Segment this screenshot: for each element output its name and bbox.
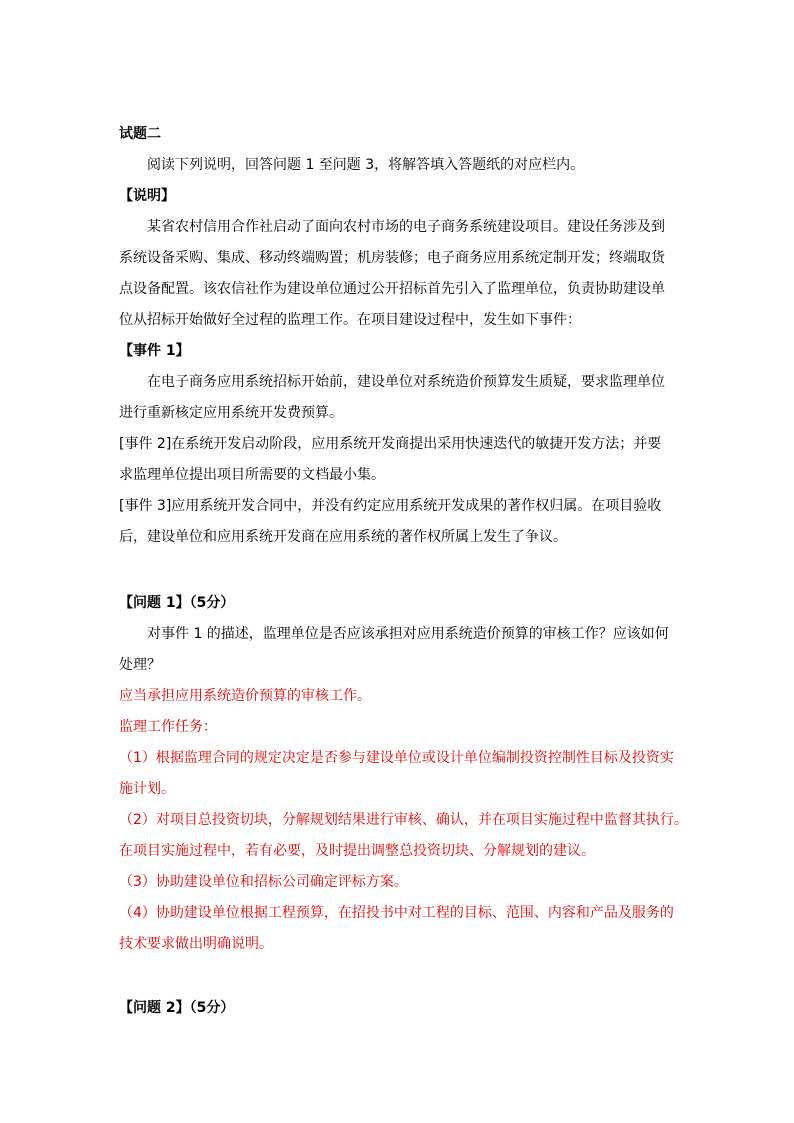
answer-line: （4）协助建设单位根据工程预算，在招投书中对工程的目标、范围、内容和产品及服务的 bbox=[119, 905, 674, 921]
desc-line: 某省农村信用合作社启动了面向农村市场的电子商务系统建设项目。建设任务涉及到 bbox=[147, 219, 665, 235]
event1-line: 进行重新核定应用系统开发费预算。 bbox=[119, 405, 343, 421]
answer-line: （3）协助建设单位和招标公司确定评标方案。 bbox=[119, 874, 408, 890]
q1-line: 处理？ bbox=[119, 657, 161, 673]
q2-heading: 【问题 2】（5分） bbox=[119, 1000, 235, 1016]
desc-line: 系统设备采购、集成、移动终端购置；机房装修；电子商务应用系统定制开发；终端取货 bbox=[119, 250, 665, 266]
q1-line: 对事件 1 的描述，监理单位是否应该承担对应用系统造价预算的审核工作？应该如何 bbox=[147, 626, 669, 642]
desc-line: 点设备配置。该农信社作为建设单位通过公开招标首先引入了监理单位，负责协助建设单 bbox=[119, 281, 665, 297]
answer-line: 施计划。 bbox=[119, 781, 175, 797]
event1-line: 在电子商务应用系统招标开始前，建设单位对系统造价预算发生质疑，要求监理单位 bbox=[147, 374, 665, 390]
event3-line: [事件 3]应用系统开发合同中，并没有约定应用系统开发成果的著作权归属。在项目验收 bbox=[119, 498, 662, 514]
event3-line: 后，建设单位和应用系统开发商在应用系统的著作权所属上发生了争议。 bbox=[119, 529, 567, 545]
event1-heading: 【事件 1】 bbox=[119, 343, 190, 359]
answer-line: 技术要求做出明确说明。 bbox=[119, 936, 273, 952]
answer-line: （2）对项目总投资切块，分解规划结果进行审核、确认，并在项目实施过程中监督其执行。 bbox=[119, 812, 688, 828]
desc-line: 位从招标开始做好全过程的监理工作。在项目建设过程中，发生如下事件： bbox=[119, 312, 581, 328]
desc-heading: 【说明】 bbox=[119, 188, 175, 204]
answer-line: 应当承担应用系统造价预算的审核工作。 bbox=[119, 688, 371, 704]
answer-line: 监理工作任务： bbox=[119, 719, 217, 735]
intro-text: 阅读下列说明，回答问题 1 至问题 3，将解答填入答题纸的对应栏内。 bbox=[147, 157, 585, 173]
doc-title: 试题二 bbox=[119, 126, 161, 142]
event2-line: [事件 2]在系统开发启动阶段，应用系统开发商提出采用快速迭代的敏捷开发方法；并要 bbox=[119, 436, 662, 452]
answer-line: （1）根据监理合同的规定决定是否参与建设单位或设计单位编制投资控制性目标及投资实 bbox=[119, 750, 674, 766]
answer-line: 在项目实施过程中，若有必要，及时提出调整总投资切块、分解规划的建议。 bbox=[119, 843, 595, 859]
event2-line: 求监理单位提出项目所需要的文档最小集。 bbox=[119, 467, 385, 483]
q1-heading: 【问题 1】（5分） bbox=[119, 595, 235, 611]
